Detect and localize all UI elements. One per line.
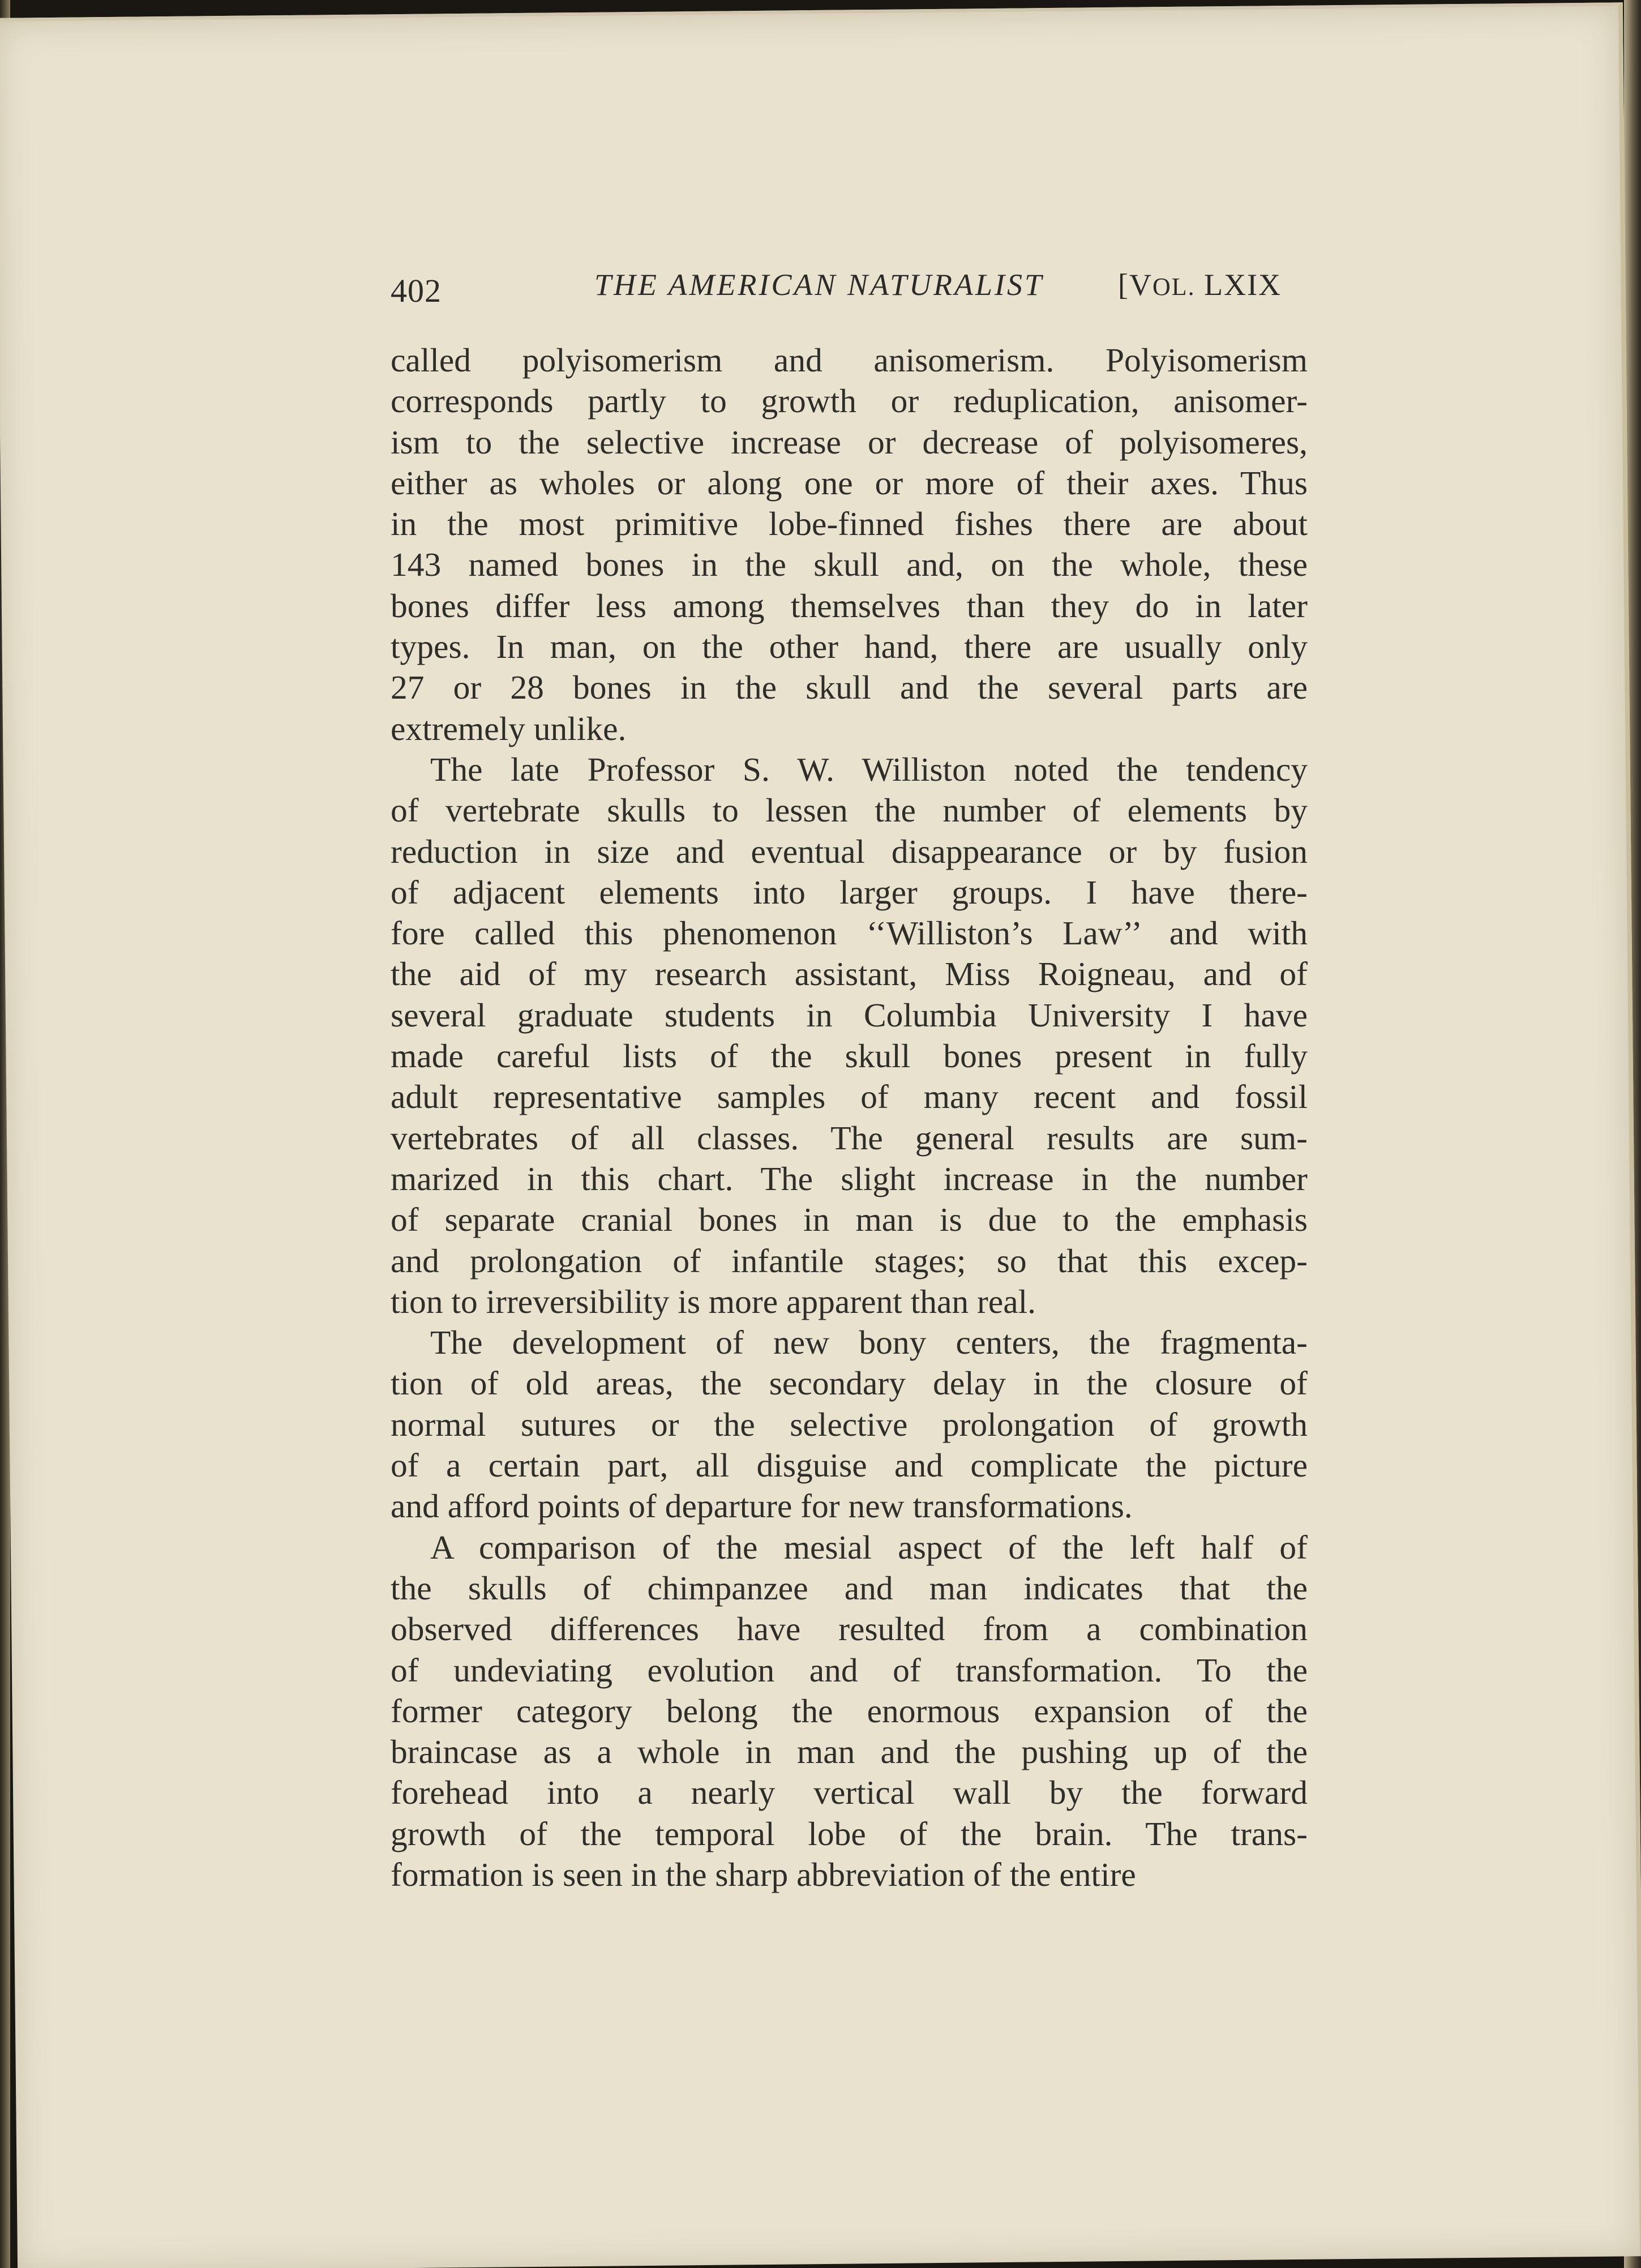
paragraph <box>391 749 1308 1322</box>
text-line: in the most primitive lobe-finned fishes there are about <box>391 505 1308 543</box>
article-body <box>391 340 1308 1895</box>
text-line: A comparison of the mesial aspect of the left half of <box>430 1528 1308 1566</box>
text-line: 143 named bones in the skull and, on the whole, these <box>391 546 1308 584</box>
text-line: the aid of my research assistant, Miss Roigneau, and of <box>391 955 1308 993</box>
text-line: several graduate students in Columbia University I have <box>391 996 1308 1034</box>
text-line: vertebrates of all classes. The general results are sum- <box>391 1119 1308 1157</box>
text-line: forehead into a nearly vertical wall by the forward <box>391 1774 1308 1812</box>
text-line: The development of new bony centers, the fragmenta- <box>430 1324 1308 1362</box>
text-line: extremely unlike. <box>391 709 627 747</box>
volume-small-caps: OL. <box>1152 273 1196 301</box>
text-line: formation is seen in the sharp abbreviation of the entire <box>391 1855 1136 1893</box>
text-line: of separate cranial bones in man is due to the emphasis <box>391 1201 1308 1239</box>
text-line: of a certain part, all disguise and complicate the picture <box>391 1447 1308 1484</box>
text-line: bones differ less among themselves than they do in later <box>391 587 1308 624</box>
text-line: adult representative samples of many recent and fossil <box>391 1078 1308 1116</box>
paragraph <box>391 1527 1308 1895</box>
text-line: corresponds partly to growth or reduplication, anisomer- <box>391 382 1308 420</box>
paragraph <box>391 1322 1308 1526</box>
volume-label <box>1118 267 1282 302</box>
text-line: marized in this chart. The slight increase in the number <box>391 1159 1308 1197</box>
text-line: reduction in size and eventual disappearance or by fusion <box>391 832 1308 870</box>
text-line: called polyisomerism and anisomerism. Polyisomerism <box>391 341 1308 379</box>
volume-bracket: [V <box>1118 268 1152 302</box>
text-line: observed differences have resulted from a combination <box>391 1610 1308 1648</box>
text-line: made careful lists of the skull bones present in fully <box>391 1037 1308 1075</box>
text-line: and prolongation of infantile stages; so that this excep- <box>391 1242 1308 1280</box>
text-line: of vertebrate skulls to lessen the number of elements by <box>391 791 1308 829</box>
text-line: fore called this phenomenon ‘‘Williston’s Law’’ and with <box>391 914 1308 952</box>
volume-number: LXIX <box>1195 268 1282 302</box>
text-line: tion to irreversibility is more apparent than real. <box>391 1282 1036 1320</box>
text-line: growth of the temporal lobe of the brain. The trans- <box>391 1815 1308 1852</box>
page-header <box>391 268 1308 323</box>
text-line: The late Professor S. W. Williston noted the tendency <box>430 750 1308 788</box>
text-line: tion of old areas, the secondary delay in the closure of <box>391 1364 1308 1402</box>
text-line: types. In man, on the other hand, there are usually only <box>391 628 1308 666</box>
paragraph <box>391 340 1308 749</box>
text-line: braincase as a whole in man and the pushing up of the <box>391 1733 1308 1771</box>
text-line: the skulls of chimpanzee and man indicates that the <box>391 1569 1308 1607</box>
text-line: ism to the selective increase or decrease of polyisomeres, <box>391 423 1308 461</box>
text-line: 27 or 28 bones in the skull and the several parts are <box>391 669 1308 707</box>
text-line: either as wholes or along one or more of their axes. Thus <box>391 464 1308 502</box>
text-line: of undeviating evolution and of transformation. To the <box>391 1651 1308 1689</box>
running-title: THE AMERICAN NATURALIST <box>594 268 1044 302</box>
text-line: former category belong the enormous expansion of the <box>391 1692 1308 1730</box>
text-line: and afford points of departure for new transformations. <box>391 1487 1133 1525</box>
text-line: normal sutures or the selective prolongation of growth <box>391 1405 1308 1443</box>
text-line: of adjacent elements into larger groups. I have there- <box>391 873 1308 911</box>
page-number: 402 <box>391 272 442 309</box>
